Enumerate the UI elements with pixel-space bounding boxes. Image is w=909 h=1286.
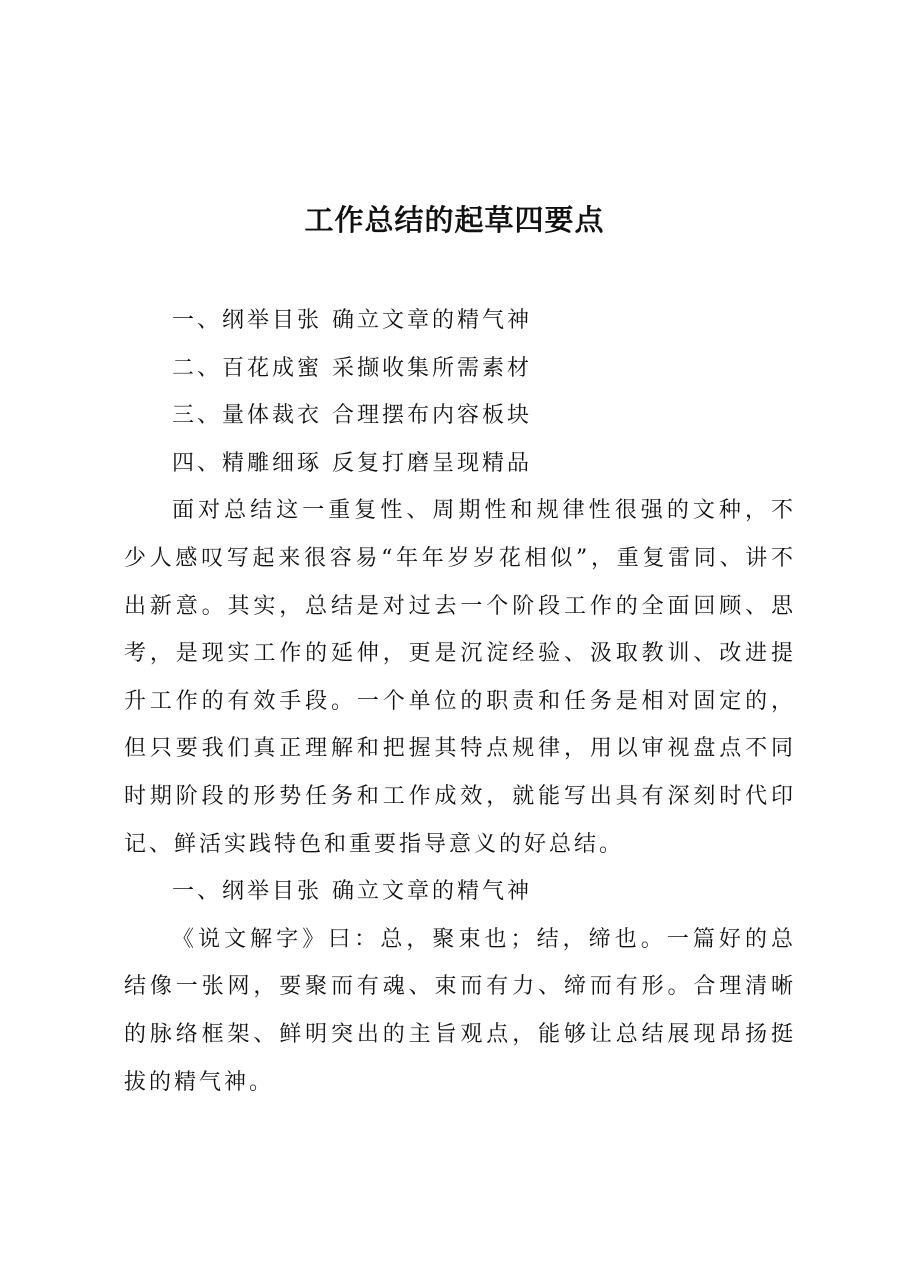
outline-item-2: 二、百花成蜜 采撷收集所需素材 [172,355,532,381]
document-body [124,297,796,1106]
outline-item-1: 一、纲举目张 确立文章的精气神 [172,308,532,333]
outline-item-4: 四、精雕细琢 反复打磨呈现精品 [172,450,532,476]
document-title: 工作总结的起草四要点 [304,203,605,237]
intro-paragraph: 面对总结这一重复性、周期性和规律性很强的文种，不少人感叹写起来很容易“年年岁岁花相似”，重复雷同、讲不出新意。其实，总结是对过去一个阶段工作的全面回顾、思考，是现实工作的延伸，更是沉淀经验、汲取教训、改进提升工作的有效手段。一个单位的职责和任务是相对固定的，但只要我们真正理解和把握其特点规律，用以审视盘点不同时期阶段的形势任务和工作成效，就能写出具有深刻时代印记、鲜活实践特色和重要指导意义的好总结。 [124,498,796,857]
section-heading: 一、纲举目张 确立文章的精气神 [172,879,532,905]
section-paragraph: 《说文解字》曰：总，聚束也；结，缔也。一篇好的总结像一张网，要聚而有魂、束而有力、缔而有形。合理清晰的脉络框架、鲜明突出的主旨观点，能够让总结展现昂扬挺拔的精气神。 [124,926,796,1095]
outline-item-3: 三、量体裁衣 合理摆布内容板块 [172,403,532,429]
